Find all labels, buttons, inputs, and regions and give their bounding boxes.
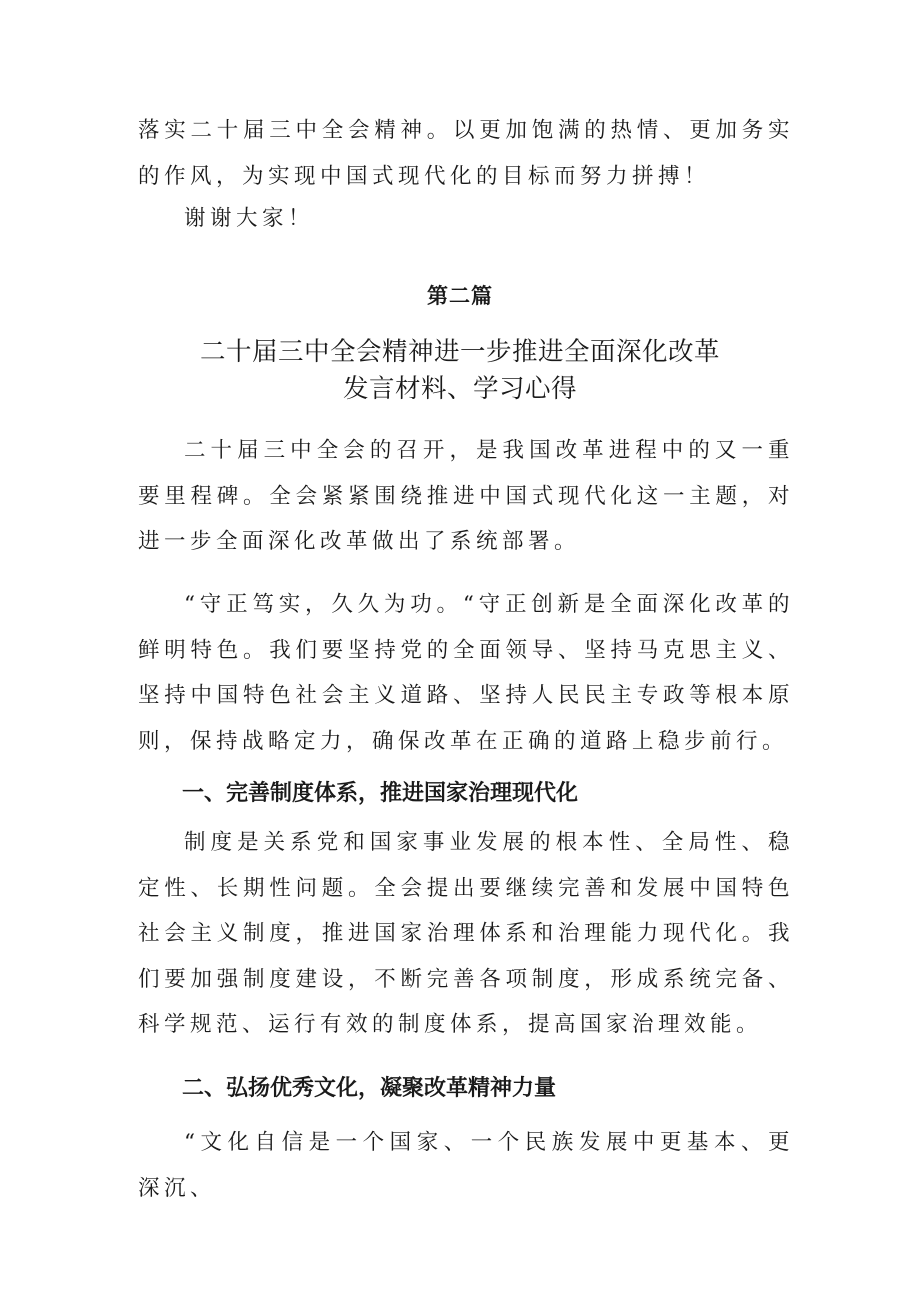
closing-paragraph: 落实二十届三中全会精神。以更加饱满的热情、更加务实的作风，为实现中国式现代化的目标而努力拼搏！ [138,118,794,189]
section-1-heading: 一、完善制度体系，推进国家治理现代化 [182,781,579,806]
thanks-paragraph: 谢谢大家！ [184,206,315,231]
document-title [0,334,920,408]
part-label: 第二篇 [427,284,493,308]
section-1-paragraph: 制度是关系党和国家事业发展的根本性、全局性、稳定性、长期性问题。全会提出要继续完善和发展中国特色社会主义制度，推进国家治理体系和治理能力现代化。我们要加强制度建设，不断完善各项制度，形成系统完备、科学规范、运行有效的制度体系，提高国家治理效能。 [138,830,794,1037]
section-2-heading: 二、弘扬优秀文化，凝聚改革精神力量 [182,1076,557,1101]
section-2-paragraph: “文化自信是一个国家、一个民族发展中更基本、更深沉、 [138,1130,794,1201]
document-title-line-1: 二十届三中全会精神进一步推进全面深化改革 [199,337,720,367]
document-title-line-2: 发言材料、学习心得 [342,374,577,404]
intro-paragraph: 二十届三中全会的召开，是我国改革进程中的又一重要里程碑。全会紧紧围绕推进中国式现代化这一主题，对进一步全面深化改革做出了系统部署。 [138,438,794,554]
principle-paragraph: “守正笃实，久久为功。“守正创新是全面深化改革的鲜明特色。我们要坚持党的全面领导、坚持马克思主义、坚持中国特色社会主义道路、坚持人民民主专政等根本原则，保持战略定力，确保改革在正确的道路上稳步前行。 [138,592,794,754]
